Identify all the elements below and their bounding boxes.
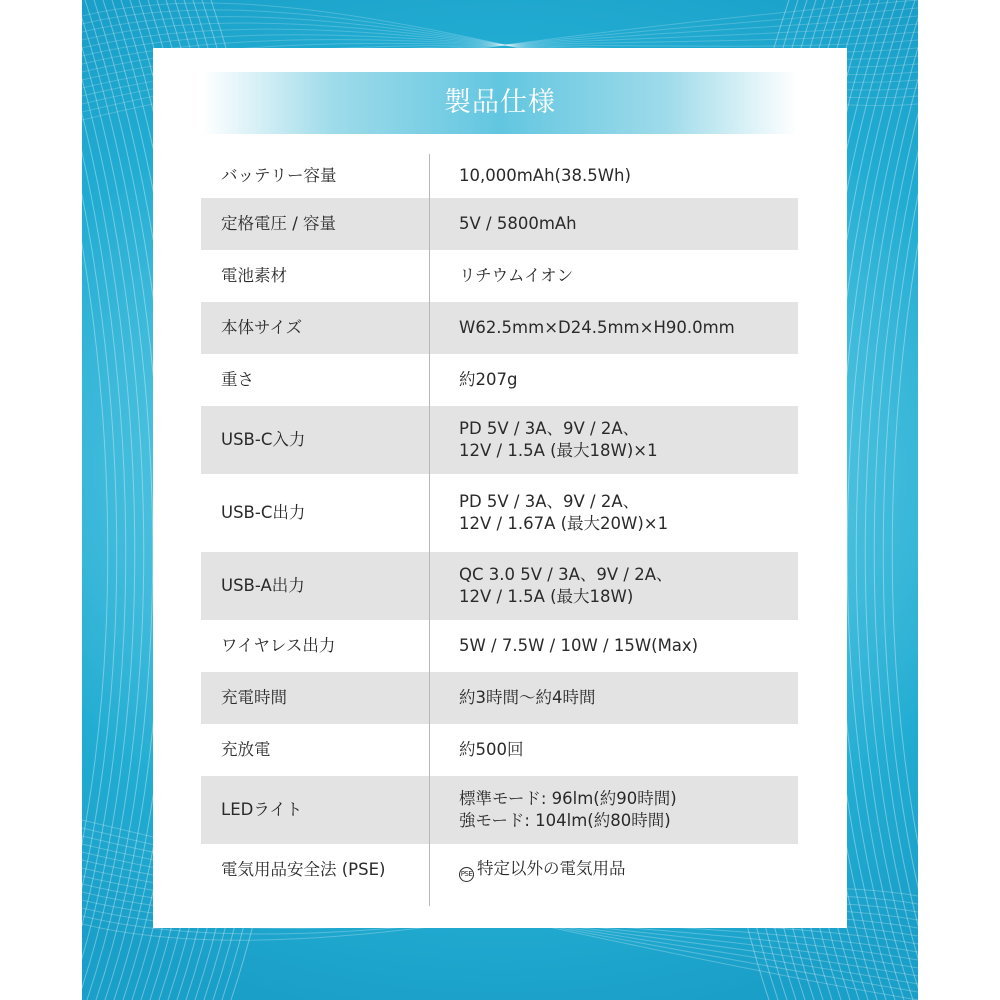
spec-value-text: 特定以外の電気用品 <box>477 859 626 878</box>
spec-value-line: リチウムイオン <box>459 266 574 285</box>
spec-label: ワイヤレス出力 <box>221 636 336 655</box>
page-title: 製品仕様 <box>444 87 556 118</box>
spec-row <box>201 776 798 844</box>
spec-row <box>201 198 798 250</box>
spec-value-line: 5V / 5800mAh <box>459 214 577 233</box>
spec-label: 充電時間 <box>221 688 287 707</box>
decorative-line <box>874 0 918 1000</box>
spec-value-line: QC 3.0 5V / 3A、9V / 2A、 <box>459 565 673 584</box>
spec-value <box>429 213 798 235</box>
spec-value-line: W62.5mm×D24.5mm×H90.0mm <box>459 318 735 337</box>
pse-mark-icon: PSE <box>459 867 474 882</box>
spec-row <box>201 406 798 474</box>
column-divider <box>429 154 430 906</box>
spec-value-line: PD 5V / 3A、9V / 2A、 <box>459 419 640 438</box>
spec-row <box>201 620 798 672</box>
spec-value-line: 5W / 7.5W / 10W / 15W(Max) <box>459 636 699 655</box>
spec-value <box>429 491 798 535</box>
spec-row <box>201 844 798 896</box>
spec-row <box>201 724 798 776</box>
spec-value <box>429 418 798 462</box>
right-margin <box>918 0 1000 1000</box>
decorative-line <box>838 0 918 1000</box>
spec-label: 電池素材 <box>221 266 287 285</box>
spec-value-line: 約207g <box>459 370 518 389</box>
spec-value <box>429 564 798 608</box>
spec-value-line: 12V / 1.5A (最大18W) <box>459 587 634 606</box>
spec-value <box>429 317 798 339</box>
spec-value <box>429 265 798 287</box>
left-margin <box>0 0 82 1000</box>
spec-value <box>429 739 798 761</box>
spec-value <box>429 635 798 657</box>
spec-label: 電気用品安全法 (PSE) <box>221 860 386 879</box>
spec-label: 充放電 <box>221 740 271 759</box>
spec-label: USB-C入力 <box>221 430 306 449</box>
spec-value <box>429 788 798 832</box>
decorative-line <box>892 0 918 1000</box>
spec-table <box>201 154 798 896</box>
spec-row <box>201 354 798 406</box>
spec-card <box>153 48 847 928</box>
spec-value-line: PD 5V / 3A、9V / 2A、 <box>459 492 640 511</box>
spec-row <box>201 474 798 552</box>
spec-row <box>201 552 798 620</box>
spec-value-line: 強モード: 104lm(約80時間) <box>459 811 671 830</box>
spec-value-line <box>459 858 798 882</box>
spec-label: USB-A出力 <box>221 576 305 595</box>
spec-value <box>429 369 798 391</box>
spec-label: 定格電圧 / 容量 <box>221 214 337 233</box>
spec-value-line: 約3時間〜約4時間 <box>459 688 596 707</box>
spec-value-line: 約500回 <box>459 740 524 759</box>
spec-label: バッテリー容量 <box>221 166 337 185</box>
spec-row <box>201 250 798 302</box>
spec-value-line: 標準モード: 96lm(約90時間) <box>459 789 677 808</box>
spec-label: 本体サイズ <box>221 318 303 337</box>
spec-value-line: 10,000mAh(38.5Wh) <box>459 166 631 185</box>
spec-value <box>429 165 798 187</box>
decorative-line <box>82 0 126 1000</box>
spec-value-line: 12V / 1.5A (最大18W)×1 <box>459 441 658 460</box>
spec-row <box>201 302 798 354</box>
spec-label: LEDライト <box>221 800 303 819</box>
spec-value <box>429 858 798 882</box>
spec-label: 重さ <box>221 370 254 389</box>
decorative-line <box>82 0 162 1000</box>
spec-value <box>429 687 798 709</box>
spec-value-line: 12V / 1.67A (最大20W)×1 <box>459 514 669 533</box>
spec-row <box>201 154 798 198</box>
spec-row <box>201 672 798 724</box>
spec-label: USB-C出力 <box>221 503 306 522</box>
decorative-line <box>82 0 108 1000</box>
title-band <box>203 72 797 134</box>
